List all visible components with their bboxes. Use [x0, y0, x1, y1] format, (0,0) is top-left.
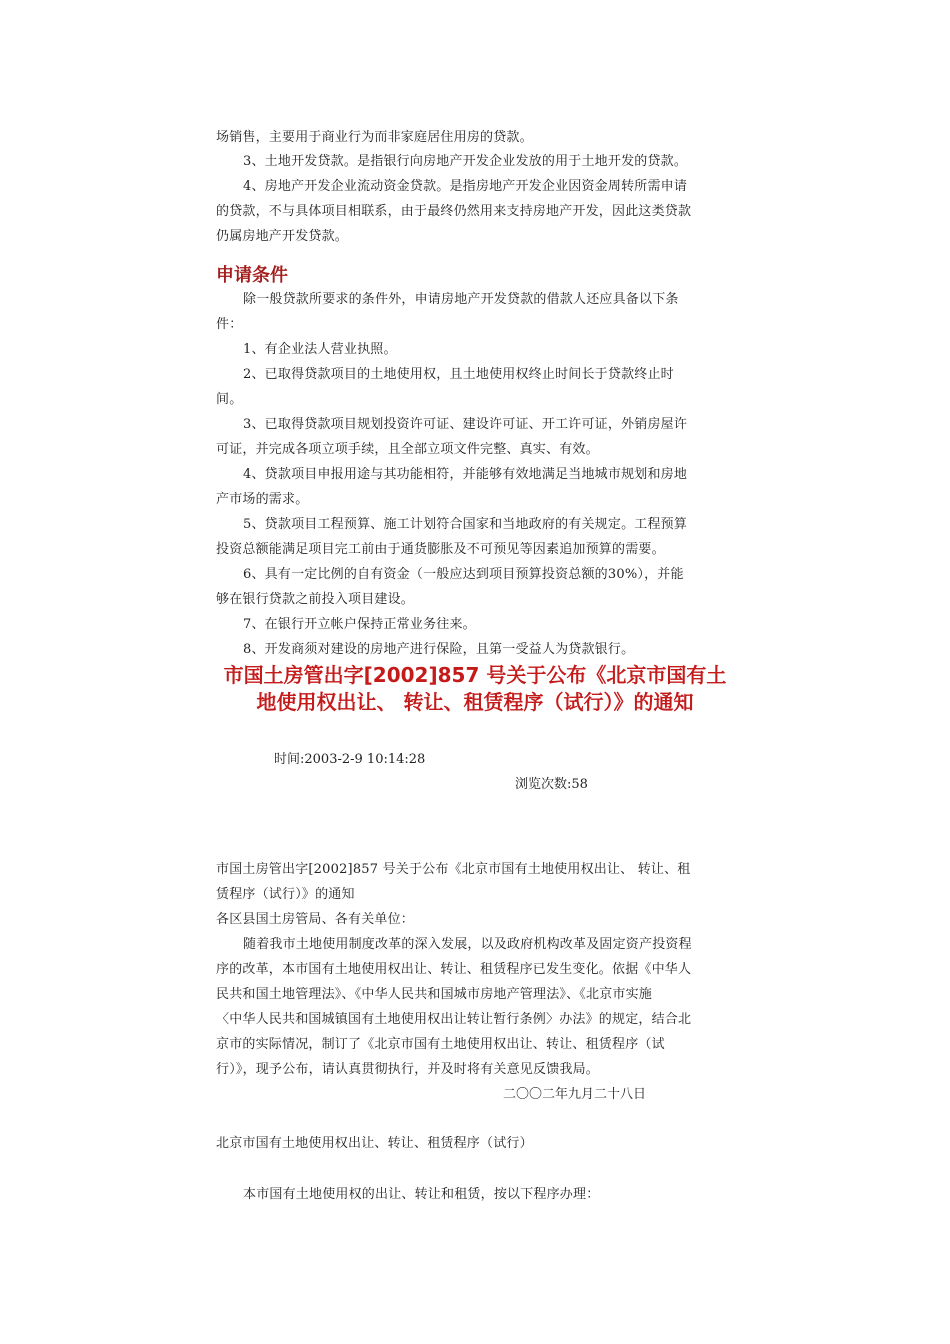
section-line: 除一般贷款所要求的条件外，申请房地产开发贷款的借款人还应具备以下条 [243, 292, 679, 307]
section-line: 产市场的需求。 [216, 492, 309, 507]
section-line: 8、开发商须对建设的房地产进行保险，且第一受益人为贷款银行。 [243, 642, 635, 657]
section-line: 2、已取得贷款项目的土地使用权，且土地使用权终止时间长于贷款终止时 [243, 367, 674, 382]
document-title: 北京市国有土地使用权出让、转让、租赁程序（试行） [216, 1136, 533, 1151]
notice-body-line: 序的改革，本市国有土地使用权出让、转让、租赁程序已发生变化。依据《中华人 [216, 962, 692, 977]
notice-title-line: 市国土房管出字[2002]857 号关于公布《北京市国有土 [223, 663, 727, 687]
notice-ref-line: 赁程序（试行）》的通知 [216, 887, 355, 902]
section-line: 7、在银行开立帐户保持正常业务往来。 [243, 617, 476, 632]
notice-title-line: 地使用权出让、 转让、租赁程序（试行）》的通知 [256, 690, 694, 714]
publish-time: 时间:2003-2-9 10:14:28 [274, 752, 426, 767]
intro-line: 的贷款，不与具体项目相联系，由于最终仍然用来支持房地产开发，因此这类贷款 [216, 204, 692, 219]
intro-line: 4、房地产开发企业流动资金贷款。是指房地产开发企业因资金周转所需申请 [243, 179, 688, 194]
notice-body-line: 随着我市土地使用制度改革的深入发展，以及政府机构改革及固定资产投资程 [243, 937, 692, 952]
section-line: 件： [216, 317, 243, 332]
section-line: 3、已取得贷款项目规划投资许可证、建设许可证、开工许可证，外销房屋许 [243, 417, 688, 432]
intro-line: 3、土地开发贷款。是指银行向房地产开发企业发放的用于土地开发的贷款。 [243, 154, 688, 169]
notice-body-line: 民共和国土地管理法》、《中华人民共和国城市房地产管理法》、《北京市实施 [216, 987, 653, 1002]
notice-date: 二〇〇二年九月二十八日 [503, 1087, 647, 1102]
notice-ref-line: 市国土房管出字[2002]857 号关于公布《北京市国有土地使用权出让、 转让、租 [216, 862, 691, 877]
view-count: 浏览次数:58 [515, 777, 588, 792]
section-line: 6、具有一定比例的自有资金（一般应达到项目预算投资总额的30%），并能 [243, 567, 684, 582]
intro-line: 仍属房地产开发贷款。 [216, 229, 349, 244]
section-line: 可证，并完成各项立项手续，且全部立项文件完整、真实、有效。 [216, 442, 599, 457]
intro-line: 场销售，主要用于商业行为而非家庭居住用房的贷款。 [216, 130, 533, 145]
notice-body-line: 京市的实际情况，制订了《北京市国有土地使用权出让、转让、租赁程序（试 [216, 1037, 665, 1052]
section-heading: 申请条件 [216, 265, 288, 286]
recipients: 各区县国土房管局、各有关单位： [216, 912, 415, 927]
section-line: 够在银行贷款之前投入项目建设。 [216, 592, 415, 607]
opening-line: 本市国有土地使用权的出让、转让和租赁，按以下程序办理： [243, 1187, 600, 1202]
notice-body-line: 〈中华人民共和国城镇国有土地使用权出让转让暂行条例〉办法》的规定，结合北 [216, 1012, 692, 1027]
section-line: 间。 [216, 392, 243, 407]
section-line: 4、贷款项目申报用途与其功能相符，并能够有效地满足当地城市规划和房地 [243, 467, 688, 482]
section-line: 5、贷款项目工程预算、施工计划符合国家和当地政府的有关规定。工程预算 [243, 517, 688, 532]
section-line: 投资总额能满足项目完工前由于通货膨胀及不可预见等因素追加预算的需要。 [216, 542, 665, 557]
notice-body-line: 行）》，现予公布，请认真贯彻执行，并及时将有关意见反馈我局。 [216, 1062, 600, 1077]
section-line: 1、有企业法人营业执照。 [243, 342, 397, 357]
